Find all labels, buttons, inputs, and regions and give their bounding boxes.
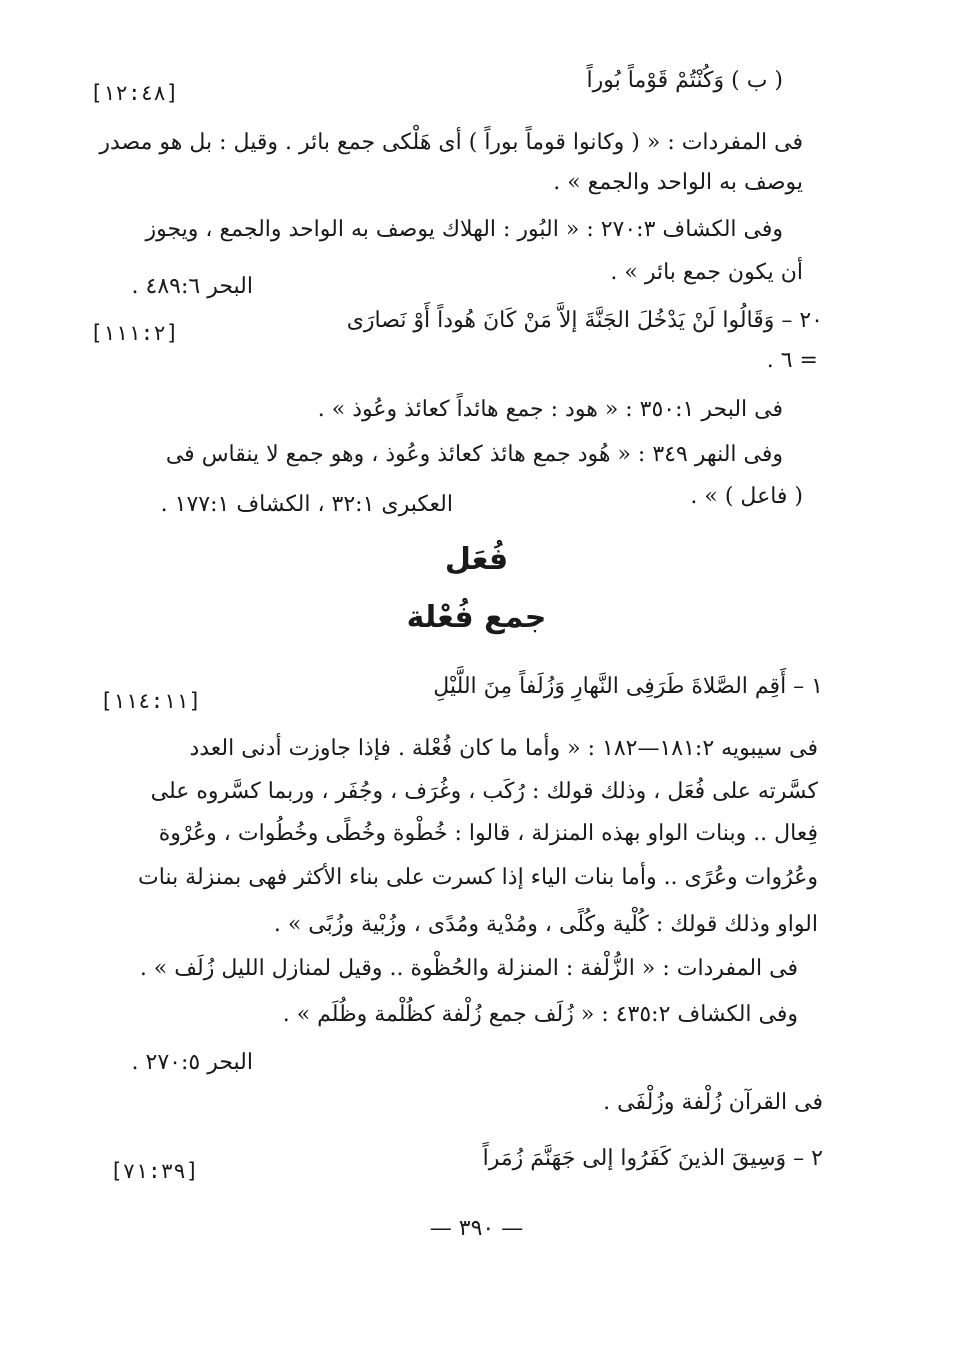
section-subheading: جمع فُعْلة [406, 600, 547, 635]
page-number: — ٣٩٠ — [429, 1216, 524, 1241]
text-line: فى المفردات : « الزُّلْفة : المنزلة والحُظْوة .. وقيل لمنازل الليل زُلَف » . [139, 956, 798, 981]
text-line: كسَّرته على فُعَل ، وذلك قولك : رُكَب ، وغُرَف ، وجُفَر ، وربما كسَّروه على [150, 779, 818, 804]
verse-reference: [٧١:٣٩] [110, 1159, 199, 1183]
verse-line-1: ١ – أَقِم الصَّلاةَ طَرَفِى النَّهارِ وَزُلَفاً مِنَ اللَّيْلِ [433, 674, 823, 699]
verse-line-20: ٢٠ – وَقَالُوا لَنْ يَدْخُلَ الجَنَّةَ إلاَّ مَنْ كَانَ هُوداً أَوْ نَصارَى [346, 308, 823, 333]
text-line: فى القرآن زُلْفة وزُلْفَى . [603, 1090, 823, 1115]
text-line: يوصف به الواحد والجمع » . [553, 170, 803, 195]
verse-reference: [١١٤:١١] [100, 689, 202, 713]
text-line: وفى الكشاف ٤٣٥:٢ : « زُلَف جمع زُلْفة كظُلْمة وظُلَم » . [282, 1002, 798, 1027]
text-line: فِعال .. وبنات الواو بهذه المنزلة ، قالوا : خُطْوة وخُطًى وخُطُوات ، وعُرْوة [158, 821, 818, 846]
text-line: وعُرُوات وعُرًى .. وأما بنات الياء إذا كسرت على بناء الأكثر فهى بمنزلة بنات [138, 865, 818, 890]
verse-reference: [١٢:٤٨] [90, 81, 179, 105]
source-citation: البحر ٢٧٠:٥ . [131, 1050, 253, 1075]
verse-reference: [١١١:٢] [90, 321, 179, 345]
text-line: وفى الكشاف ٢٧٠:٣ : « البُور : الهلاك يوصف به الواحد والجمع ، ويجوز [145, 217, 783, 242]
text-line: فى البحر ٣٥٠:١ : « هود : جمع هائداً كعائذ وعُوذ » . [317, 397, 783, 422]
text-line: ( فاعل ) » . [690, 484, 803, 509]
text-line: فى المفردات : « ( وكانوا قوماً بوراً ) أى هَلْكى جمع بائر . وقيل : بل هو مصدر [99, 130, 803, 155]
section-heading: فُعَل [444, 542, 509, 577]
verse-line-2: ٢ – وَسِيقَ الذينَ كَفَرُوا إلى جَهَنَّمَ زُمَراً [482, 1146, 823, 1171]
text-line: وفى النهر ٣٤٩ : « هُود جمع هائذ كعائذ وعُوذ ، وهو جمع لا ينقاس فى [165, 442, 783, 467]
source-citation: العكبرى ٣٢:١ ، الكشاف ١٧٧:١ . [160, 492, 453, 517]
text-line: فى سيبويه ١٨١:٢—١٨٢ : « وأما ما كان فُعْلة . فإذا جاوزت أدنى العدد [189, 736, 818, 761]
source-citation: البحر ٤٨٩:٦ . [131, 274, 253, 299]
text-line: أن يكون جمع بائر » . [610, 260, 803, 285]
text-line: = ٦ . [766, 348, 818, 373]
verse-line-b: ( ب ) وَكُنْتُمْ قَوْماً بُوراً [586, 68, 783, 93]
text-line: الواو وذلك قولك : كُلْية وكُلًى ، ومُدْية ومُدًى ، وزُبْية وزُبًى » . [273, 912, 818, 937]
